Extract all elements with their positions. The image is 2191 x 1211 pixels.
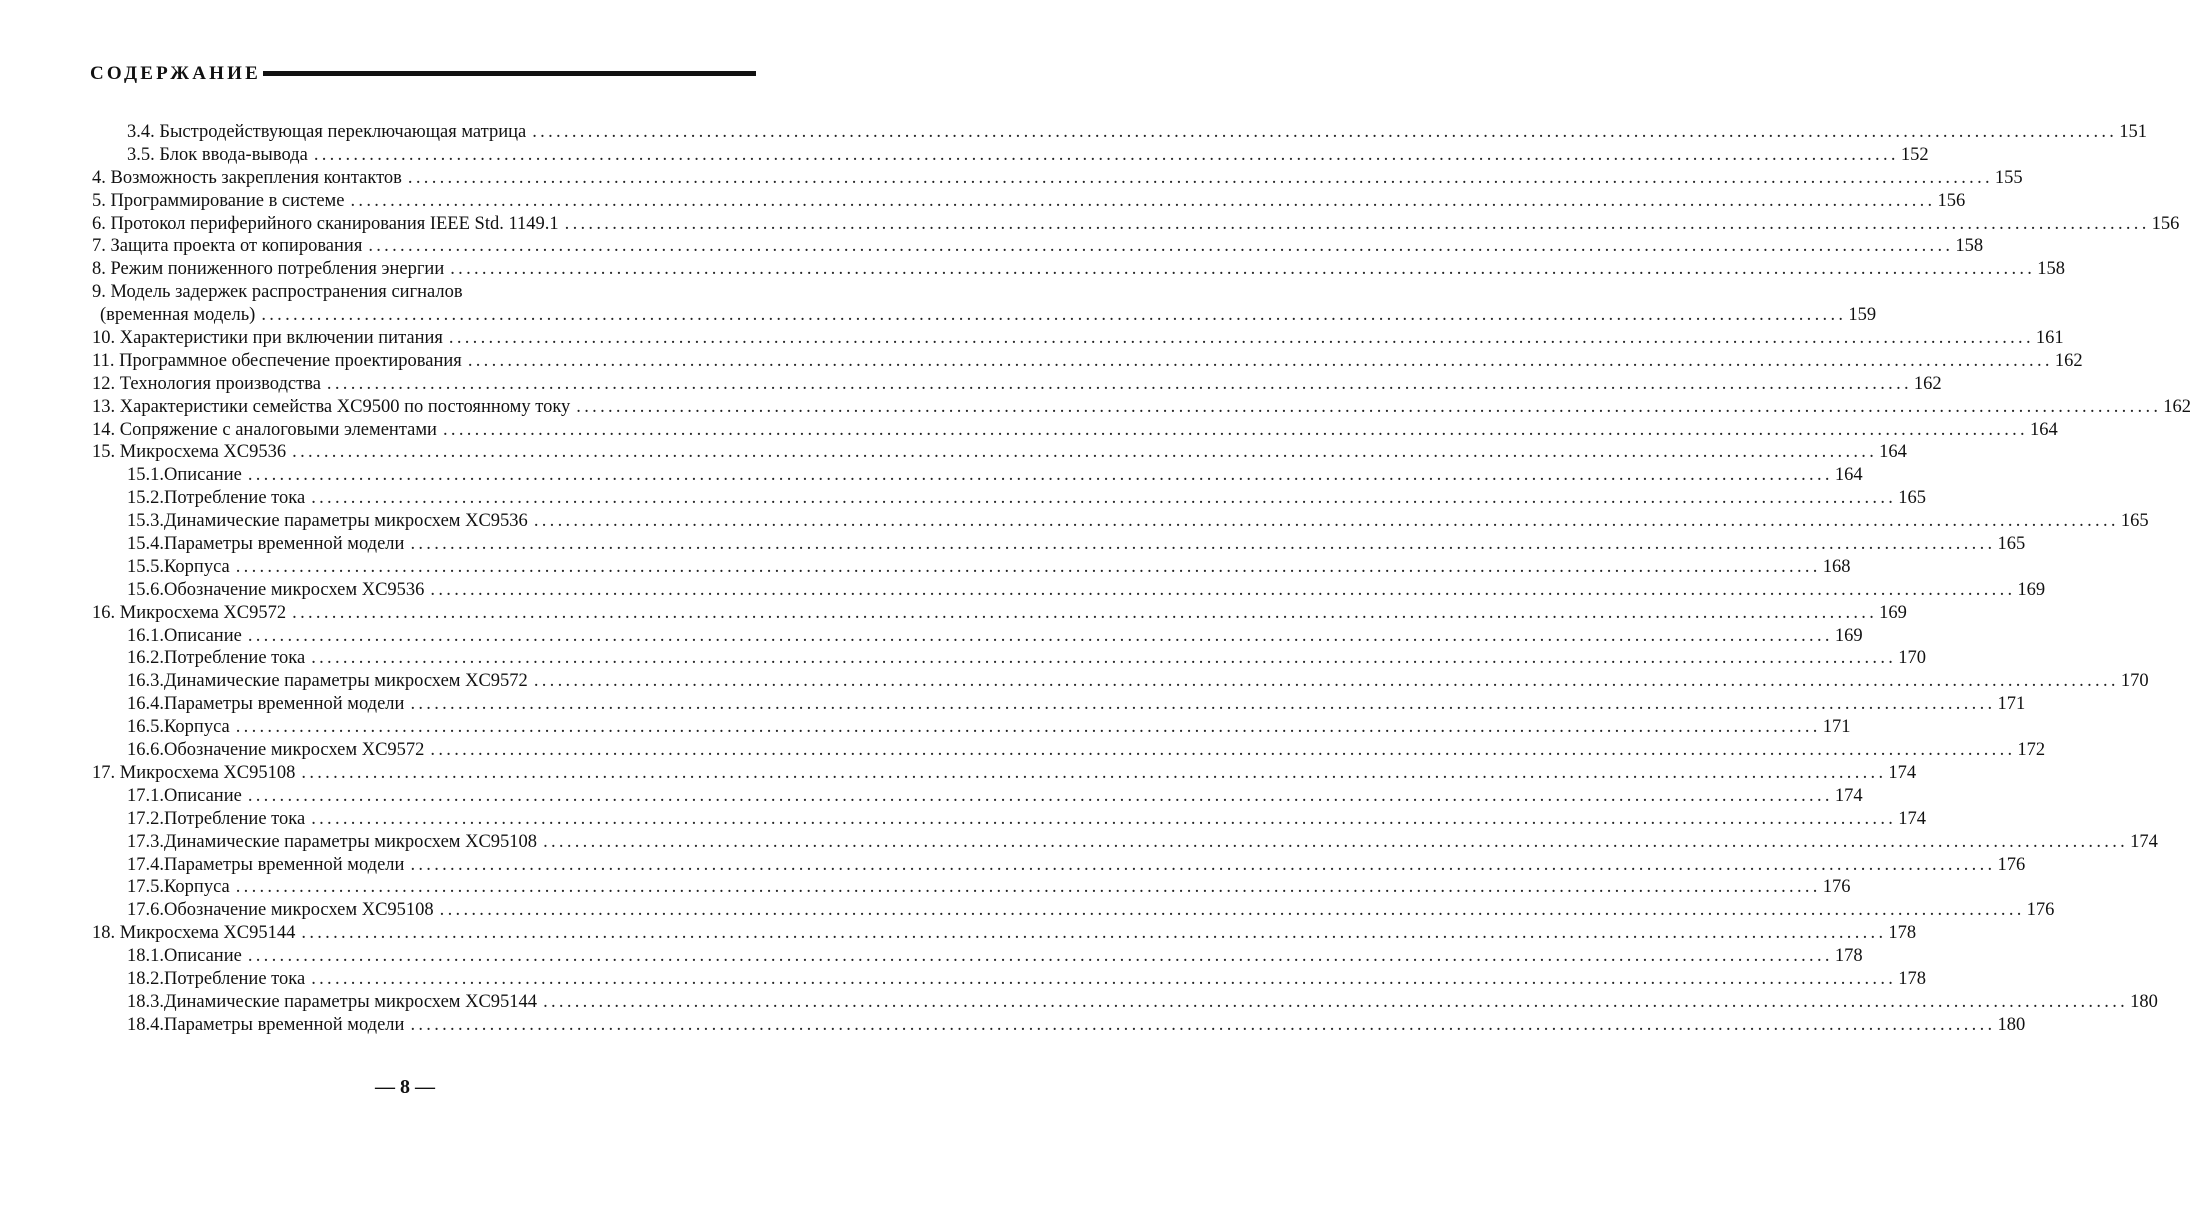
toc-entry-title: Характеристики семейства XC9500 по постоянному току xyxy=(119,396,571,417)
dot-leader: ........................................................................................................................................................................................................ xyxy=(410,1014,1996,1035)
dot-leader: ........................................................................................................................................................................................................ xyxy=(301,923,1887,944)
dot-leader: ........................................................................................................................................................................................................ xyxy=(564,213,2150,234)
toc-entry-title: Описание xyxy=(164,946,242,967)
toc-entry-page: 161 xyxy=(2035,328,2064,349)
dot-leader: ........................................................................................................................................................................................................ xyxy=(543,831,2129,852)
toc-entry-title: Обозначение микросхем XC95108 xyxy=(164,900,434,921)
toc-entry[interactable] xyxy=(92,281,755,304)
toc-entry-title: Параметры временной модели xyxy=(164,694,405,715)
toc-entry-title: Обозначение микросхем XC9536 xyxy=(164,579,425,600)
toc-entry[interactable] xyxy=(92,670,2149,693)
toc-entry-number: 9. xyxy=(92,282,106,303)
toc-entry[interactable] xyxy=(92,693,2026,716)
dot-leader: ........................................................................................................................................................................................................ xyxy=(261,305,1847,326)
toc-entry-title: Параметры временной модели xyxy=(164,1014,405,1035)
dot-leader: ........................................................................................................................................................................................................ xyxy=(410,534,1996,555)
toc-entry-number: 17. xyxy=(92,762,116,783)
toc-entry-page: 165 xyxy=(1898,488,1926,509)
toc-entry[interactable] xyxy=(92,144,1929,167)
dot-leader: ........................................................................................................................................................................................................ xyxy=(247,785,1833,806)
dot-leader: ........................................................................................................................................................................................................ xyxy=(235,556,1821,577)
toc-entry-title: Описание xyxy=(164,625,242,646)
toc-entry-number: 11. xyxy=(92,350,115,371)
toc-entry-title: Потребление тока xyxy=(164,968,306,989)
toc-entry-number: 17.4. xyxy=(127,854,164,875)
toc-entry-number: 18.1. xyxy=(127,946,164,967)
toc-entry-title: Динамические параметры микросхем XC9536 xyxy=(164,511,528,532)
toc-entry-page: 158 xyxy=(1955,236,1984,257)
toc-entry-page: 162 xyxy=(2163,396,2191,417)
toc-entry-title: Корпуса xyxy=(164,717,230,738)
toc-entry-number: 14. xyxy=(92,419,116,440)
dot-leader: ........................................................................................................................................................................................................ xyxy=(301,762,1887,783)
toc-entry-page: 169 xyxy=(2017,579,2046,600)
dot-leader: ........................................................................................................................................................................................................ xyxy=(450,259,2036,280)
toc-entry-number: 15. xyxy=(92,442,116,463)
toc-entry[interactable] xyxy=(92,762,1917,785)
toc-entry[interactable] xyxy=(92,876,1851,899)
toc-entry-continuation[interactable] xyxy=(92,304,1877,327)
toc-entry-page: 164 xyxy=(2029,419,2058,440)
toc-entry-number: 6. xyxy=(92,213,106,234)
toc-entry[interactable] xyxy=(92,602,1907,625)
dot-leader: ........................................................................................................................................................................................................ xyxy=(430,740,2016,761)
toc-entry-title: Микросхема XC9536 xyxy=(119,442,287,463)
toc-entry-number: 17.2. xyxy=(127,808,164,829)
toc-entry-page: 156 xyxy=(1937,190,1966,211)
toc-entry-number: 13. xyxy=(92,396,116,417)
toc-entry-page: 164 xyxy=(1879,442,1907,463)
toc-entry[interactable] xyxy=(92,647,1926,670)
toc-entry[interactable] xyxy=(92,968,1926,991)
toc-entry-title: Потребление тока xyxy=(164,488,306,509)
toc-entry[interactable] xyxy=(92,716,1851,739)
toc-entry-number: 16. xyxy=(92,602,116,623)
toc-entry[interactable] xyxy=(92,739,2046,762)
toc-entry-title: Сопряжение с аналоговыми элементами xyxy=(119,419,437,440)
toc-entry-title: Параметры временной модели xyxy=(164,854,405,875)
toc-entry-page: 178 xyxy=(1888,923,1917,944)
toc-entry-title: Защита проекта от копирования xyxy=(110,236,363,257)
dot-leader: ........................................................................................................................................................................................................ xyxy=(533,671,2119,692)
dot-leader: ........................................................................................................................................................................................................ xyxy=(313,144,1899,165)
toc-entry-title-continuation: (временная модель) xyxy=(100,305,256,326)
dot-leader: ........................................................................................................................................................................................................ xyxy=(368,236,1954,257)
toc-entry-title: Протокол периферийного сканирования IEEE Std. 1149.1 xyxy=(110,213,559,234)
toc-entry[interactable] xyxy=(92,785,1863,808)
page-number: — 8 — xyxy=(375,1076,435,1098)
toc-entry-number: 4. xyxy=(92,167,106,188)
toc-entry-page: 152 xyxy=(1900,144,1929,165)
toc-entry[interactable] xyxy=(92,533,2026,556)
toc-entry-title: Микросхема XC95108 xyxy=(119,762,296,783)
toc-entry[interactable] xyxy=(92,327,2064,350)
toc-entry-number: 15.2. xyxy=(127,488,164,509)
dot-leader: ........................................................................................................................................................................................................ xyxy=(311,968,1897,989)
toc-entry[interactable] xyxy=(92,487,1926,510)
toc-entry[interactable] xyxy=(92,350,2083,373)
header-rule-divider xyxy=(263,71,756,76)
toc-entry[interactable] xyxy=(92,190,1966,213)
toc-entry-title: Корпуса xyxy=(164,556,230,577)
toc-entry[interactable] xyxy=(92,808,1926,831)
toc-entry-page: 176 xyxy=(1997,854,2026,875)
toc-entry-title: Возможность закрепления контактов xyxy=(110,167,402,188)
toc-entry-title: Динамические параметры микросхем XC95144 xyxy=(164,991,538,1012)
toc-entry[interactable] xyxy=(92,831,2158,854)
toc-entry-number: 16.3. xyxy=(127,671,164,692)
toc-entry[interactable] xyxy=(92,510,2149,533)
toc-entry-title: Характеристики при включении питания xyxy=(119,328,443,349)
dot-leader: ........................................................................................................................................................................................................ xyxy=(430,579,2016,600)
dot-leader: ........................................................................................................................................................................................................ xyxy=(311,648,1897,669)
toc-entry-title: Технология производства xyxy=(119,373,321,394)
toc-entry-number: 17.3. xyxy=(127,831,164,852)
dot-leader: ........................................................................................................................................................................................................ xyxy=(235,877,1821,898)
toc-entry-number: 5. xyxy=(92,190,106,211)
toc-entry[interactable] xyxy=(92,899,2055,922)
toc-entry-number: 16.5. xyxy=(127,717,164,738)
toc-entry-page: 170 xyxy=(2120,671,2149,692)
toc-entry[interactable] xyxy=(92,396,2191,419)
dot-leader: ........................................................................................................................................................................................................ xyxy=(247,465,1833,486)
toc-entry-title: Программное обеспечение проектирования xyxy=(119,350,462,371)
dot-leader: ........................................................................................................................................................................................................ xyxy=(311,808,1897,829)
dot-leader: ........................................................................................................................................................................................................ xyxy=(350,190,1936,211)
toc-entry-page: 170 xyxy=(1898,648,1926,669)
toc-entry-page: 165 xyxy=(2120,511,2149,532)
toc-entry-page: 178 xyxy=(1898,968,1926,989)
toc-entry-page: 162 xyxy=(1913,373,1942,394)
toc-entry-number: 7. xyxy=(92,236,106,257)
dot-leader: ........................................................................................................................................................................................................ xyxy=(311,488,1897,509)
toc-entry-title: Программирование в системе xyxy=(110,190,345,211)
section-title: СОДЕРЖАНИЕ xyxy=(90,63,261,84)
toc-entry-title: Потребление тока xyxy=(164,808,306,829)
toc-entry-number: 15.5. xyxy=(127,556,164,577)
toc-entry-number: 18.3. xyxy=(127,991,164,1012)
toc-entry[interactable] xyxy=(92,625,1863,648)
toc-entry-title: Микросхема XC9572 xyxy=(119,602,287,623)
toc-entry-page: 171 xyxy=(1822,717,1851,738)
toc-entry[interactable] xyxy=(92,991,2158,1014)
page-header xyxy=(90,60,756,88)
toc-entry-number: 8. xyxy=(92,259,106,280)
toc-entry-title: Корпуса xyxy=(164,877,230,898)
dot-leader: ........................................................................................................................................................................................................ xyxy=(439,900,2025,921)
dot-leader: ........................................................................................................................................................................................................ xyxy=(247,625,1833,646)
toc-entry-title: Описание xyxy=(164,465,242,486)
toc-entry[interactable] xyxy=(92,419,2058,442)
toc-entry[interactable] xyxy=(92,121,2147,144)
toc-entry[interactable] xyxy=(92,464,1863,487)
toc-entry-title: Блок ввода-вывода xyxy=(159,144,308,165)
toc-entry-title: Динамические параметры микросхем XC9572 xyxy=(164,671,528,692)
toc-entry-page: 180 xyxy=(2130,991,2158,1012)
toc-entry-number: 16.4. xyxy=(127,694,164,715)
toc-entry-number: 16.6. xyxy=(127,740,164,761)
toc-entry-page: 174 xyxy=(1888,762,1917,783)
toc-entry-title: Параметры временной модели xyxy=(164,534,405,555)
toc-entry-number: 18.2. xyxy=(127,968,164,989)
toc-entry-page: 169 xyxy=(1834,625,1863,646)
toc-entry-number: 17.5. xyxy=(127,877,164,898)
dot-leader: ........................................................................................................................................................................................................ xyxy=(576,396,2162,417)
toc-entry-title: Быстродействующая переключающая матрица xyxy=(159,122,527,142)
toc-entry-number: 3.4. xyxy=(127,122,155,142)
toc-entry-title: Описание xyxy=(164,785,242,806)
toc-entry-title: Микросхема XC95144 xyxy=(119,923,296,944)
toc-entry-page: 159 xyxy=(1848,305,1877,326)
toc-entry-page: 169 xyxy=(1879,602,1907,623)
dot-leader: ........................................................................................................................................................................................................ xyxy=(533,511,2119,532)
toc-entry-page: 168 xyxy=(1822,556,1851,577)
dot-leader: ........................................................................................................................................................................................................ xyxy=(410,694,1996,715)
toc-entry-page: 176 xyxy=(2026,900,2055,921)
toc-entry[interactable] xyxy=(92,1014,2026,1037)
toc-entry-number: 15.4. xyxy=(127,534,164,555)
dot-leader: ........................................................................................................................................................................................................ xyxy=(543,991,2129,1012)
dot-leader: ........................................................................................................................................................................................................ xyxy=(247,946,1833,967)
dot-leader: ........................................................................................................................................................................................................ xyxy=(467,350,2053,371)
toc-entry[interactable] xyxy=(92,922,1917,945)
toc-entry-title: Потребление тока xyxy=(164,648,306,669)
dot-leader: ........................................................................................................................................................................................................ xyxy=(326,373,1912,394)
dot-leader: ........................................................................................................................................................................................................ xyxy=(442,419,2028,440)
toc-entry-number: 10. xyxy=(92,328,116,349)
toc-entry-page: 174 xyxy=(1834,785,1863,806)
toc-entry-page: 174 xyxy=(2130,831,2158,852)
toc-entry[interactable] xyxy=(92,579,2046,602)
toc-entry-number: 18. xyxy=(92,923,116,944)
toc-entry-page: 151 xyxy=(2119,122,2147,142)
toc-entry-title: Режим пониженного потребления энергии xyxy=(110,259,445,280)
dot-leader: ........................................................................................................................................................................................................ xyxy=(448,328,2034,349)
toc-entry-page: 178 xyxy=(1834,946,1863,967)
toc-entry[interactable] xyxy=(92,258,2065,281)
dot-leader: ........................................................................................................................................................................................................ xyxy=(292,602,1878,623)
toc-entry-number: 3.5. xyxy=(127,144,155,165)
toc-entry-number: 17.6. xyxy=(127,900,164,921)
toc-entry-number: 15.1. xyxy=(127,465,164,486)
toc-entry[interactable] xyxy=(92,945,1863,968)
toc-entry-number: 16.2. xyxy=(127,648,164,669)
toc-entry-page: 162 xyxy=(2054,350,2083,371)
toc-entry-page: 155 xyxy=(1994,167,2023,188)
dot-leader: ........................................................................................................................................................................................................ xyxy=(235,717,1821,738)
toc-entry-number: 12. xyxy=(92,373,116,394)
dot-leader: ........................................................................................................................................................................................................ xyxy=(410,854,1996,875)
toc-entry-number: 15.3. xyxy=(127,511,164,532)
toc-entry[interactable] xyxy=(92,441,1907,464)
toc-entry-page: 176 xyxy=(1822,877,1851,898)
toc-entry-number: 18.4. xyxy=(127,1014,164,1035)
dot-leader: ........................................................................................................................................................................................................ xyxy=(292,442,1878,463)
toc-entry-page: 165 xyxy=(1997,534,2026,555)
toc-entry-title: Модель задержек распространения сигналов xyxy=(110,282,463,303)
toc-entry[interactable] xyxy=(92,854,2026,877)
toc-entry-title: Обозначение микросхем XC9572 xyxy=(164,740,425,761)
toc-entry[interactable] xyxy=(92,167,2023,190)
toc-entry-title: Динамические параметры микросхем XC95108 xyxy=(164,831,538,852)
dot-leader: ........................................................................................................................................................................................................ xyxy=(532,122,2118,142)
toc-entry-number: 16.1. xyxy=(127,625,164,646)
toc-entry[interactable] xyxy=(92,373,1942,396)
toc-entry[interactable] xyxy=(92,235,1984,258)
toc-entry-page: 164 xyxy=(1834,465,1863,486)
dot-leader: ........................................................................................................................................................................................................ xyxy=(407,167,1993,188)
toc-entry[interactable] xyxy=(92,556,1851,579)
toc-entry-page: 158 xyxy=(2037,259,2065,280)
toc-entry-page: 171 xyxy=(1997,694,2026,715)
toc-entry-page: 156 xyxy=(2151,213,2180,234)
toc-entry-page: 180 xyxy=(1997,1014,2026,1035)
toc-entry-page: 172 xyxy=(2017,740,2046,761)
toc-entry-number: 17.1. xyxy=(127,785,164,806)
toc-entry[interactable] xyxy=(92,213,2180,236)
toc-entry-page: 174 xyxy=(1898,808,1926,829)
toc-entry-number: 15.6. xyxy=(127,579,164,600)
table-of-contents xyxy=(92,121,2191,1037)
